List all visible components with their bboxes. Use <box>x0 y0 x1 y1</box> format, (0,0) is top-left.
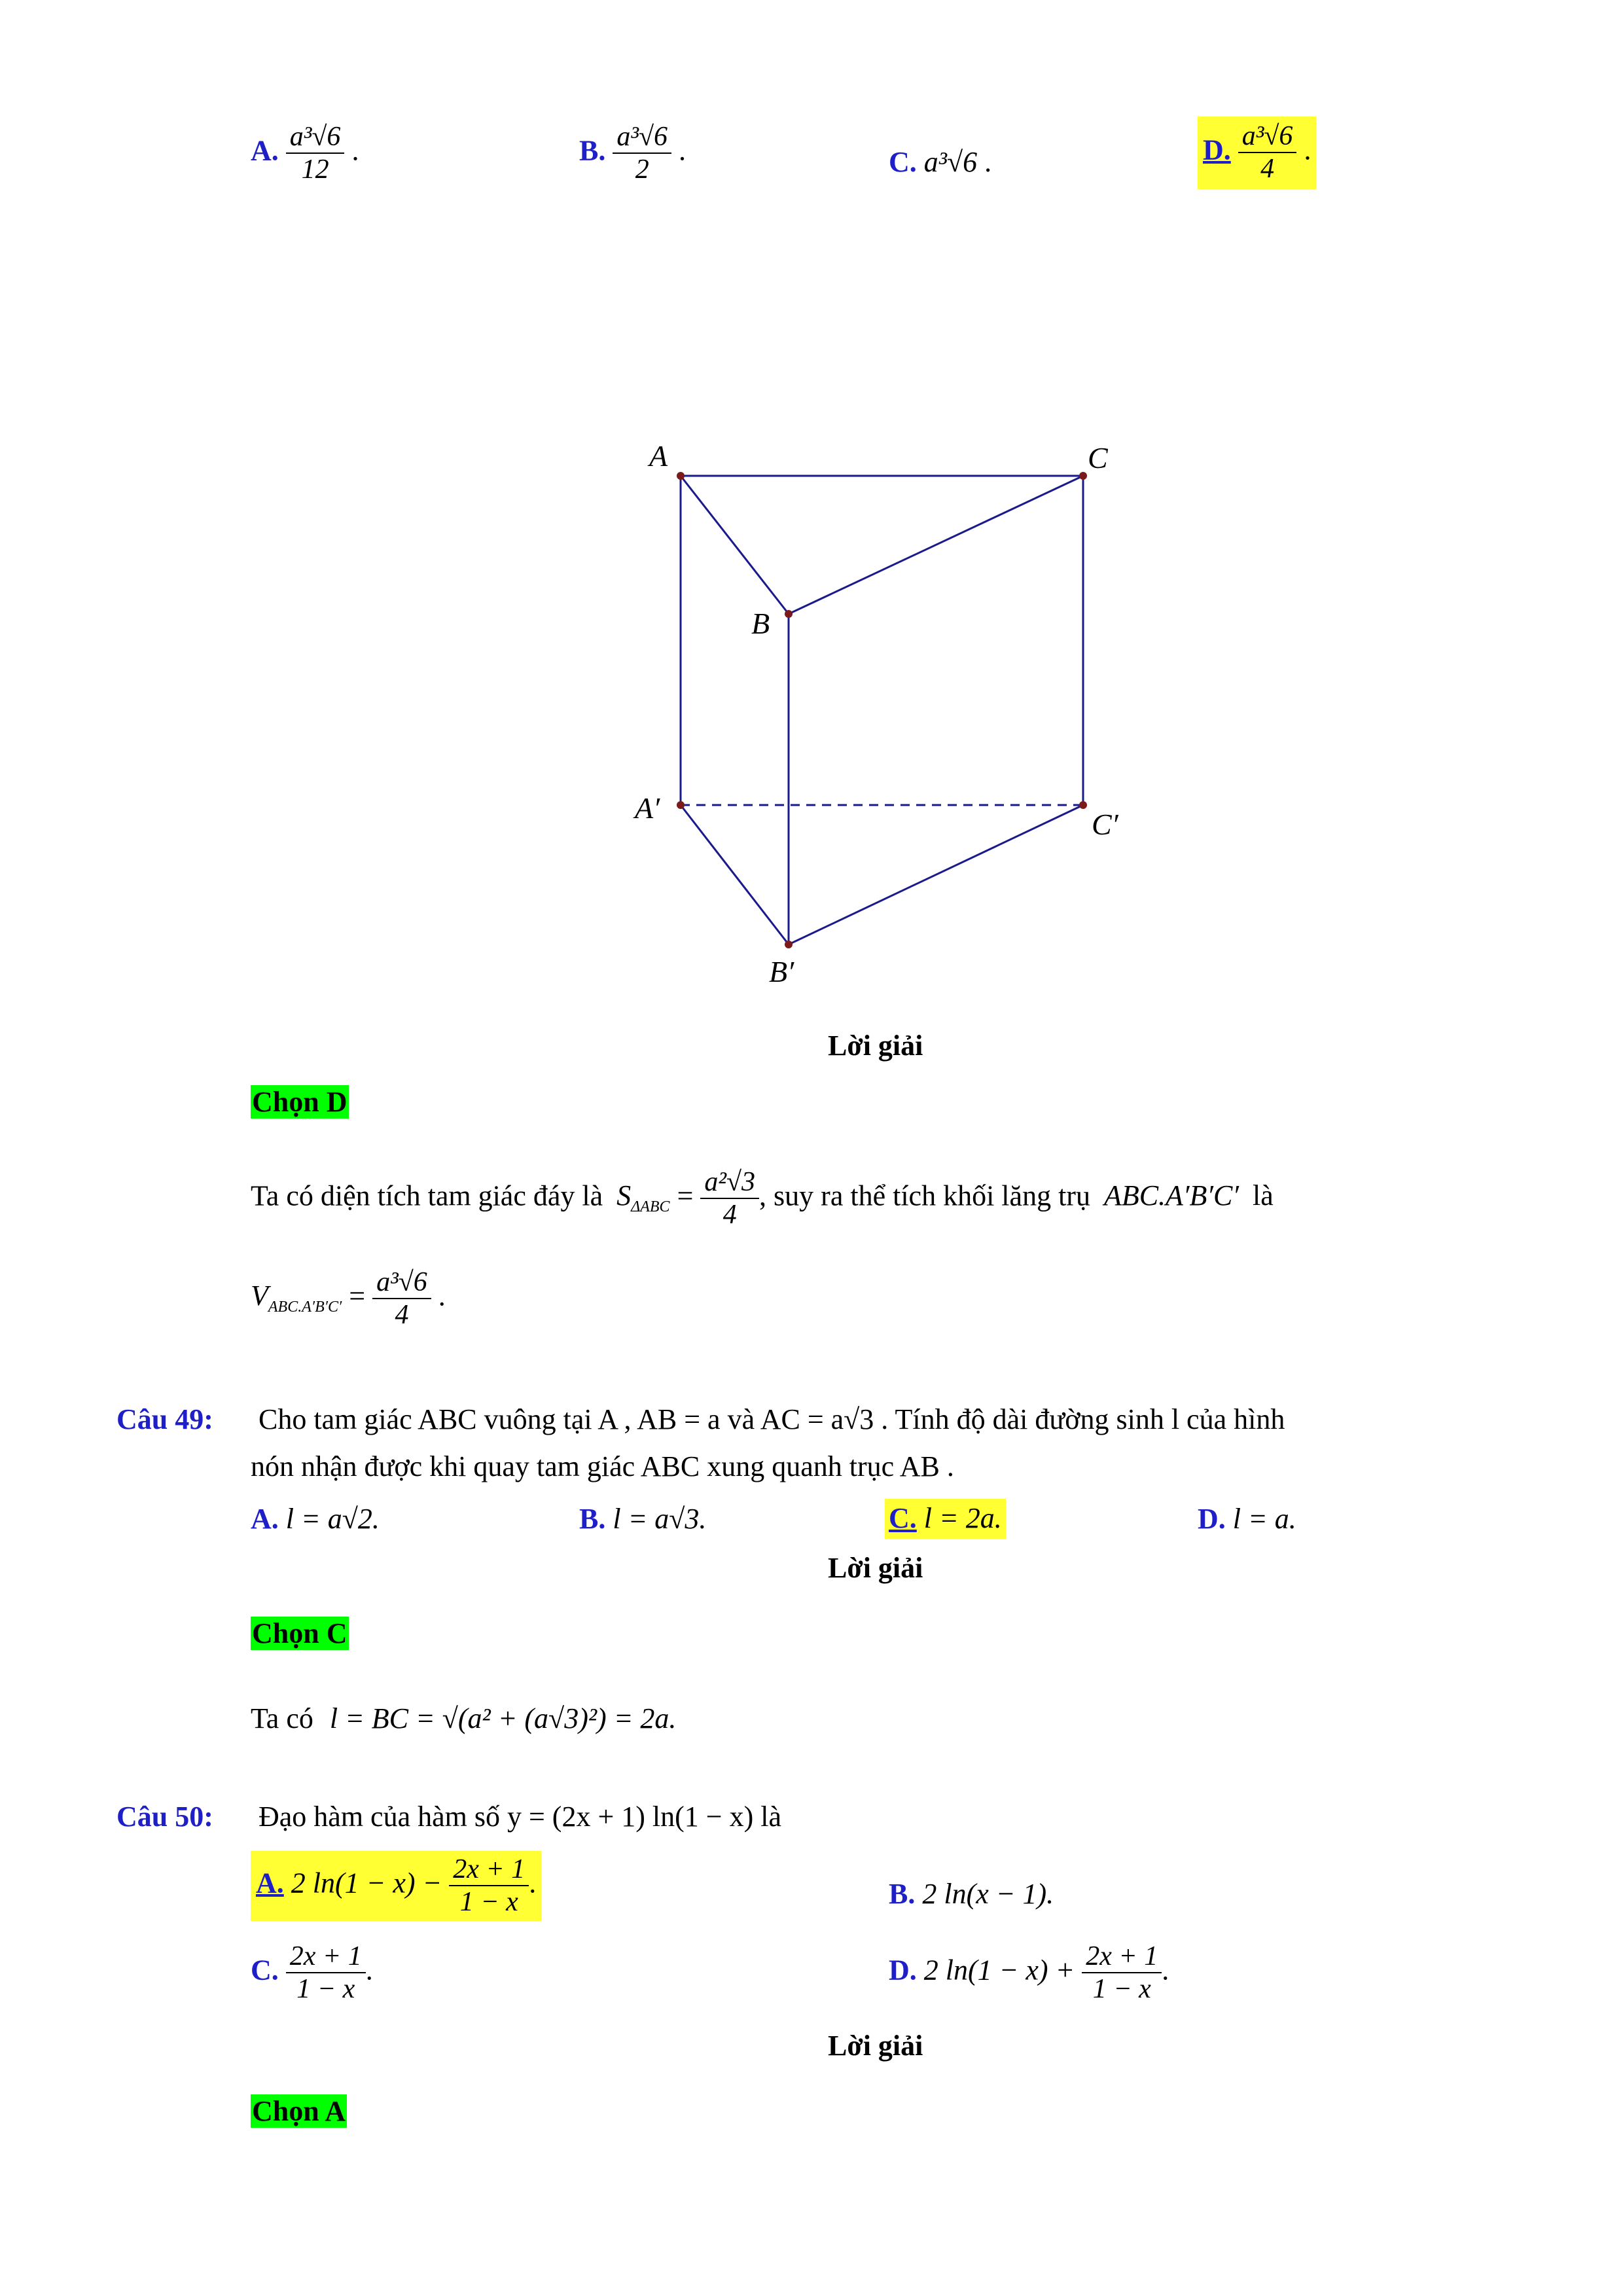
fraction: $\frac{2x + 1}{1 - x}$ <box>1082 1941 1162 2005</box>
edge-BC <box>789 476 1083 614</box>
point-B <box>785 610 793 618</box>
q50-option-b: B. 2 ln(x − 1). <box>889 1878 1054 1910</box>
edge-A1B1 <box>681 805 789 944</box>
solution-title: Lời giải <box>828 2030 923 2062</box>
q49-option-c: C. l = 2a. <box>885 1499 1006 1539</box>
label-B1: B′ <box>769 955 794 988</box>
label-C1: C′ <box>1092 808 1118 841</box>
solution-line-2: $V_{ABC.A'B'C'}$ = $\frac{\text{a³√6}}{4}$ . <box>251 1267 446 1331</box>
answer-choice: Chọn D <box>252 1086 348 1118</box>
edge-AB <box>681 476 789 614</box>
label-A1: A′ <box>635 791 660 825</box>
solution-line: Ta có l = BC = √(a² + (a√3)²) = 2a. <box>251 1702 677 1734</box>
fraction: $\frac{\text{a³√6}}{2}$ <box>613 121 671 186</box>
question-text-line-1: Đạo hàm của hàm số y = (2x + 1) ln(1 − x) là <box>259 1801 782 1833</box>
fraction: $\frac{\text{a³√6}}{12}$ <box>286 121 345 186</box>
fraction: $\frac{\text{a³√6}}{4}$ <box>1238 120 1297 185</box>
question-text-line-1: Cho tam giác ABC vuông tại A , AB = a và AC = a√3 . Tính độ dài đường sinh l của hình <box>259 1403 1285 1435</box>
label-B: B <box>751 607 770 640</box>
q49-option-b: B. l = a√3. <box>579 1503 707 1535</box>
option-label: C. <box>889 146 917 178</box>
q50-option-a: A. 2 ln(1 − x) − $\frac{2x + 1}{1 - x}$ . <box>251 1851 541 1921</box>
q50-option-d: D. 2 ln(1 − x) + $\frac{2x + 1}{1 - x}$ . <box>889 1941 1169 2005</box>
q50-option-c: C. $\frac{2x + 1}{1 - x}$ . <box>251 1941 373 2005</box>
option-value: a³√6 <box>923 146 978 178</box>
solution-title: Lời giải <box>828 1552 923 1584</box>
fraction: $\frac{2x + 1}{1 - x}$ <box>449 1854 529 1918</box>
fraction: $\frac{\text{a²√3}}{4}$ <box>700 1166 759 1231</box>
answer-choice: Chọn A <box>252 2095 346 2127</box>
point-A1 <box>677 801 685 809</box>
solution-title: Lời giải <box>828 1030 923 1062</box>
V-label: $V_{ABC.A'B'C'}$ <box>251 1280 342 1316</box>
q48-option-b: B. $\frac{\text{a³√6}}{2}$ . <box>579 122 687 185</box>
q48-option-d: D. $\frac{\text{a³√6}}{4}$ . <box>1198 117 1316 189</box>
label-C: C <box>1088 441 1108 475</box>
q48-option-a: A. $\frac{\text{a³√6}}{12}$ . <box>251 122 359 185</box>
fraction: $\frac{\text{a³√6}}{4}$ <box>372 1266 431 1331</box>
solution-line-1: Ta có diện tích tam giác đáy là $S_{\Delta ABC}$ = $\frac{\text{a²√3}}{4}$ , suy ra thể tích khối lăng trụ ABC.A′B′C′ là <box>251 1167 1274 1230</box>
q49-option-a: A. l = a√2. <box>251 1503 380 1535</box>
point-A <box>677 472 685 480</box>
option-label: D. <box>1203 134 1231 166</box>
S-label: $S_{\Delta ABC}$ <box>616 1179 670 1216</box>
label-A: A <box>649 439 668 473</box>
answer-choice: Chọn C <box>252 1617 348 1649</box>
q49-option-d: D. l = a. <box>1198 1503 1296 1535</box>
question-number: Câu 49: <box>116 1403 213 1435</box>
point-B1 <box>785 941 793 948</box>
question-text-line-2: nón nhận được khi quay tam giác ABC xung quanh trục AB . <box>251 1450 954 1482</box>
question-number: Câu 50: <box>116 1801 213 1833</box>
option-label: B. <box>579 134 606 167</box>
q48-option-c: C. a³√6 . <box>889 146 992 178</box>
edge-B1C1 <box>789 805 1083 944</box>
fraction: $\frac{2x + 1}{1 - x}$ <box>286 1941 366 2005</box>
option-label: A. <box>251 134 279 167</box>
point-C <box>1079 472 1087 480</box>
point-C1 <box>1079 801 1087 809</box>
